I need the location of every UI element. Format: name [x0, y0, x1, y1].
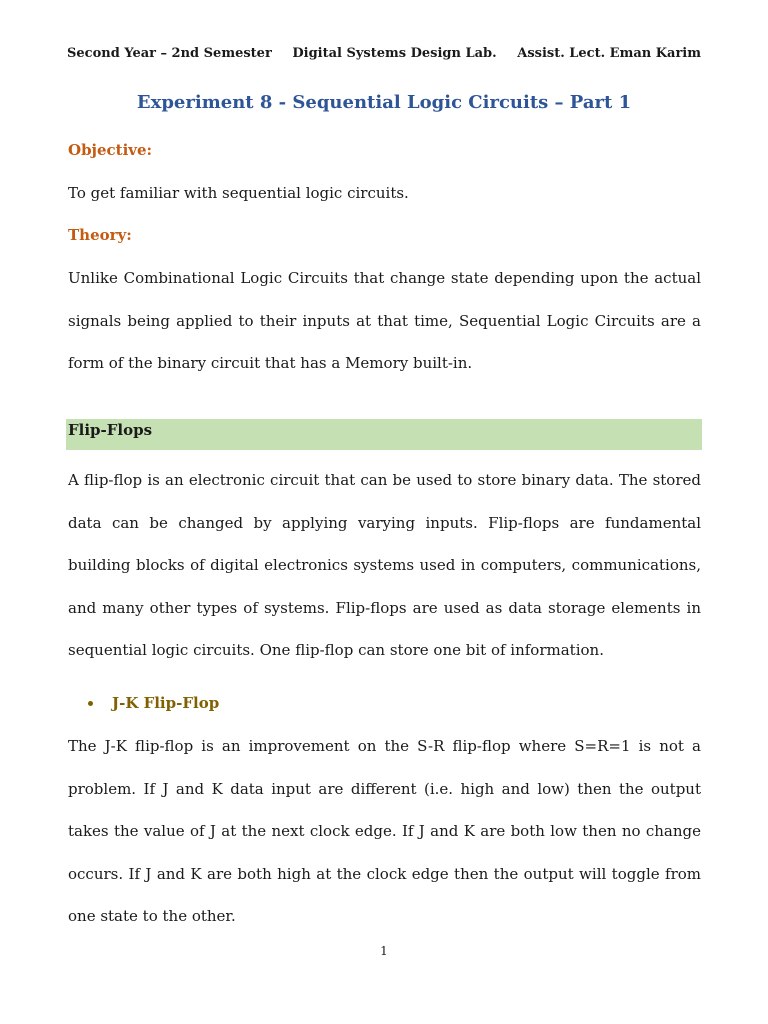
flipflops-text: A flip-flop is an electronic circuit that can be used to store binary data. The stored data can be changed by applying varying inputs. Flip-flops are fundamental building blocks of digital electronics systems used in computers, communications, and many other types of systems. Flip-flops are used as data storage elements in sequential logic circuits. One flip-flop can store one bit of information.: [68, 471, 701, 659]
header-course: Second Year – 2nd Semester: [67, 46, 272, 61]
page-number: 1: [380, 944, 388, 958]
jk-heading: J-K Flip-Flop: [112, 694, 220, 712]
theory-heading: Theory:: [68, 226, 132, 244]
page-header: [67, 46, 701, 61]
jk-bullet-item: [88, 694, 219, 712]
flipflops-heading: Flip-Flops: [68, 421, 153, 439]
jk-text: The J-K flip-flop is an improvement on the S-R flip-flop where S=R=1 is not a problem. If J and K data input are different (i.e. high and low) then the output takes the value of J at the next clock edge. If J and K are both low then no change occurs. If J and K are both high at the clock edge then the output will toggle from one state to the other.: [68, 737, 701, 925]
bullet-icon: [88, 701, 93, 706]
objective-heading: Objective:: [68, 141, 153, 159]
objective-text: To get familiar with sequential logic circuits.: [68, 184, 409, 202]
header-lab: Digital Systems Design Lab.: [292, 46, 497, 61]
theory-text: Unlike Combinational Logic Circuits that change state depending upon the actual signals being applied to their inputs at that time, Sequential Logic Circuits are a form of the binary circuit that has a Memory built-in.: [68, 269, 701, 372]
header-instructor: Assist. Lect. Eman Karim: [517, 46, 701, 61]
document-title: Experiment 8 - Sequential Logic Circuits – Part 1: [136, 92, 632, 113]
flipflops-heading-band: [66, 419, 702, 450]
